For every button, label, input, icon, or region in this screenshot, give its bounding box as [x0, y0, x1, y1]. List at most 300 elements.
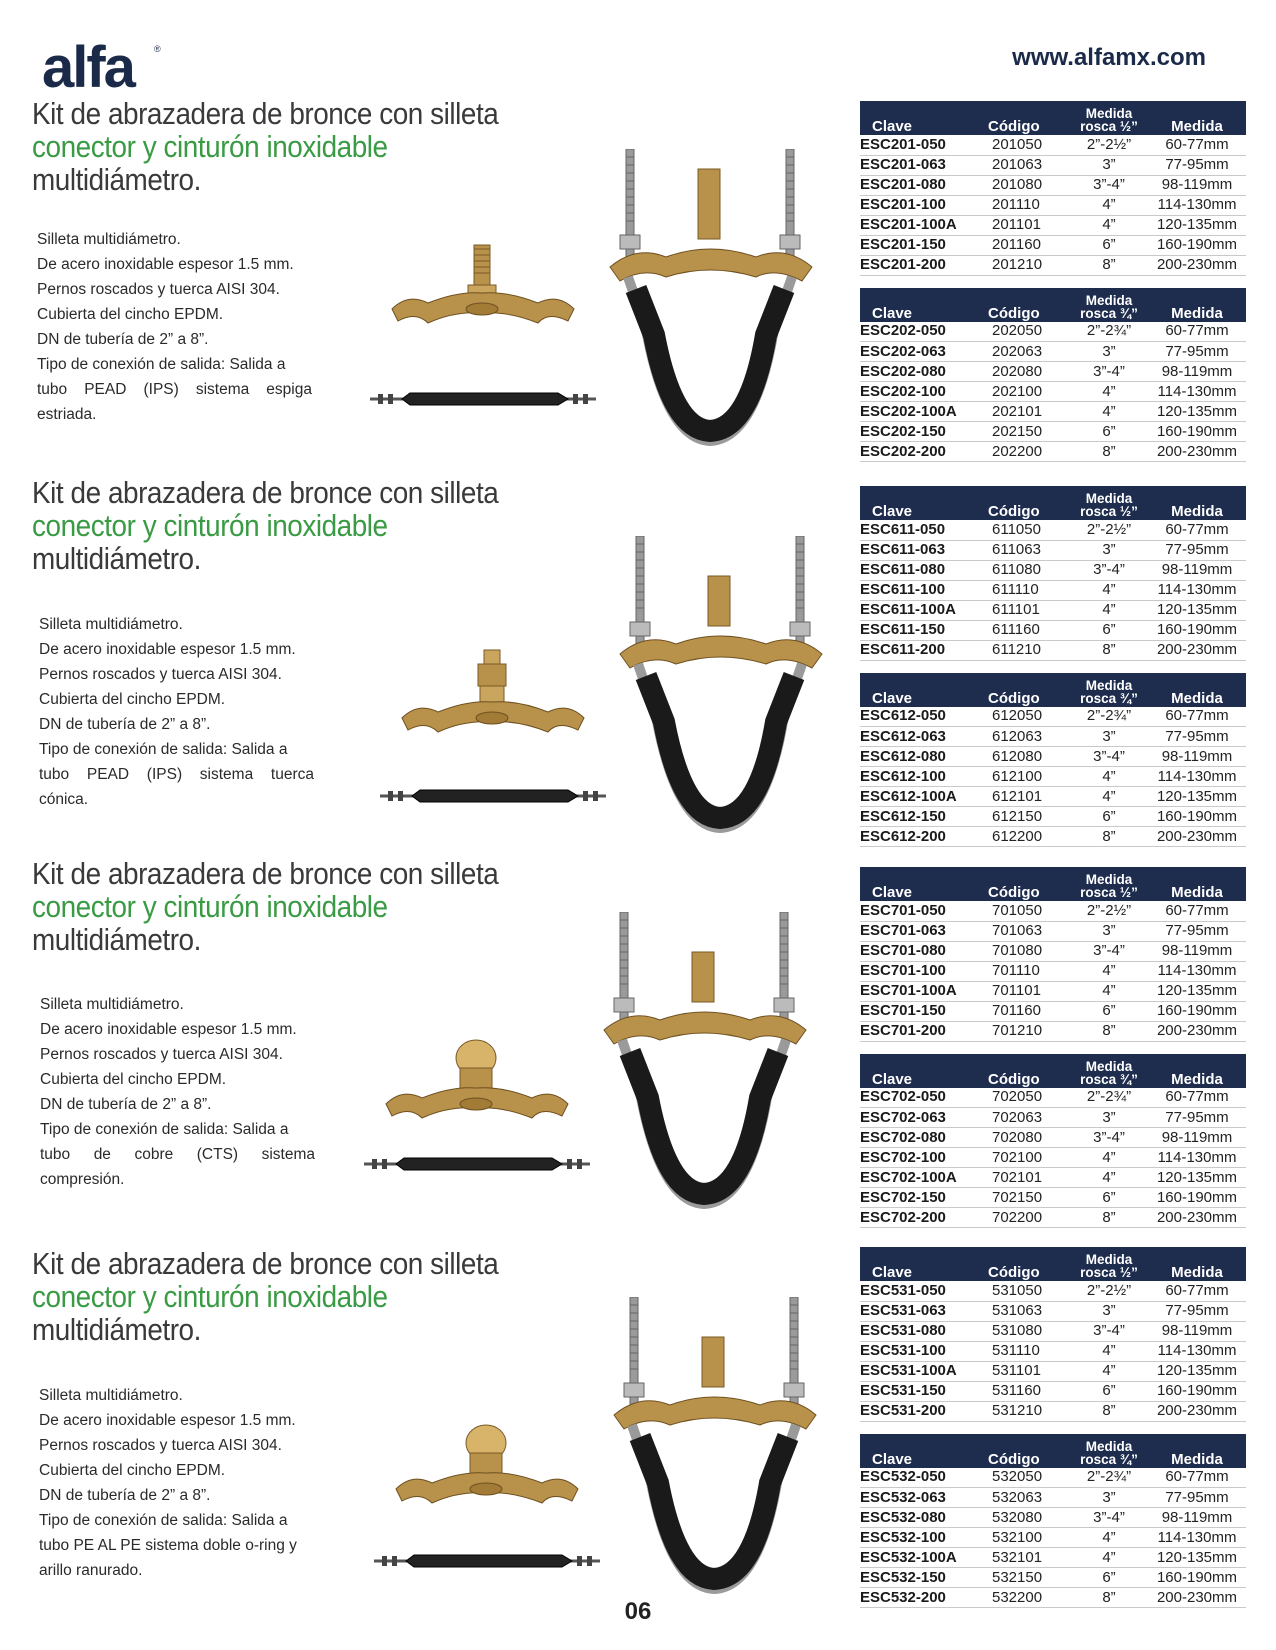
cell-clave: ESC201-150	[860, 235, 978, 255]
cell-codigo: 202100	[978, 382, 1070, 402]
header-line: Medida	[1085, 872, 1133, 887]
cell-clave: ESC611-063	[860, 540, 978, 560]
cell-clave: ESC612-050	[860, 707, 978, 727]
cell-codigo: 701110	[978, 961, 1070, 981]
table-row	[860, 382, 1246, 402]
cell-rosca: 4”	[1070, 1168, 1148, 1188]
cell-clave: ESC612-200	[860, 827, 978, 847]
cell-rosca: 4”	[1070, 195, 1148, 215]
cell-clave: ESC701-150	[860, 1001, 978, 1021]
cell-clave: ESC202-050	[860, 322, 978, 342]
cell-codigo: 202063	[978, 342, 1070, 362]
cell-codigo: 531050	[978, 1281, 1070, 1301]
cell-codigo: 702200	[978, 1208, 1070, 1228]
table-row	[860, 1168, 1246, 1188]
cell-medida: 77-95mm	[1148, 1301, 1246, 1321]
cell-clave: ESC201-063	[860, 155, 978, 175]
header-line: rosca ½”	[1080, 119, 1138, 134]
cell-codigo: 701160	[978, 1001, 1070, 1021]
column-header: Código	[978, 486, 1070, 520]
cell-medida: 77-95mm	[1148, 1488, 1246, 1508]
cell-clave: ESC612-100A	[860, 787, 978, 807]
product-images	[362, 912, 848, 1227]
header-line: Medida	[1085, 677, 1133, 693]
cell-clave: ESC701-200	[860, 1021, 978, 1041]
product-images	[378, 536, 848, 846]
spec-tables	[860, 486, 1246, 859]
cell-codigo: 612200	[978, 827, 1070, 847]
section-title: Kit de abrazadera de bronce con silleta conector y cinturón inoxidable multidiámetro.	[32, 1246, 499, 1347]
column-header: Medida	[1148, 1247, 1246, 1281]
cell-clave: ESC531-050	[860, 1281, 978, 1301]
section-title: Kit de abrazadera de bronce con silleta conector y cinturón inoxidable multidiámetro.	[32, 856, 499, 957]
cell-rosca: 2”-2½”	[1070, 901, 1148, 921]
cell-codigo: 611080	[978, 560, 1070, 580]
section-description: Silleta multidiámetro. De acero inoxidable espesor 1.5 mm. Pernos roscados y tuerca AISI 304. Cubierta del cincho EPDM. DN de tubería de 2” a 8”. Tipo de conexión de salida: Salida a tubo PEAD (IPS) sistema espiga estriada.	[37, 231, 312, 423]
column-header: Código	[978, 1434, 1070, 1468]
cell-medida: 160-190mm	[1148, 807, 1246, 827]
header-line: Medida	[1085, 292, 1133, 308]
cell-rosca: 4”	[1070, 1548, 1148, 1568]
cell-clave: ESC531-100A	[860, 1361, 978, 1381]
cell-medida: 114-130mm	[1148, 1528, 1246, 1548]
cell-clave: ESC201-100A	[860, 215, 978, 235]
cell-rosca: 4”	[1070, 1528, 1148, 1548]
spec-table	[860, 288, 1246, 463]
spec-table	[860, 486, 1246, 661]
cell-rosca: 8”	[1070, 1588, 1148, 1608]
cell-codigo: 531063	[978, 1301, 1070, 1321]
column-header	[1070, 1054, 1148, 1088]
product-section	[0, 856, 1276, 1226]
cell-rosca: 4”	[1070, 1341, 1148, 1361]
header-line: rosca ¾”	[1080, 1071, 1138, 1087]
cell-medida: 114-130mm	[1148, 580, 1246, 600]
cell-rosca: 3”-4”	[1070, 560, 1148, 580]
cell-medida: 114-130mm	[1148, 382, 1246, 402]
cell-codigo: 611110	[978, 580, 1070, 600]
cell-rosca: 8”	[1070, 640, 1148, 660]
cell-clave: ESC611-100	[860, 580, 978, 600]
cell-medida: 160-190mm	[1148, 1568, 1246, 1588]
column-header	[1070, 288, 1148, 322]
cell-codigo: 611210	[978, 640, 1070, 660]
cell-clave: ESC701-100	[860, 961, 978, 981]
cell-codigo: 702101	[978, 1168, 1070, 1188]
table-row	[860, 1548, 1246, 1568]
table-row	[860, 1508, 1246, 1528]
cell-rosca: 3”	[1070, 342, 1148, 362]
table-header-row	[860, 101, 1246, 135]
table-row	[860, 620, 1246, 640]
cell-medida: 200-230mm	[1148, 1208, 1246, 1228]
cell-rosca: 3”	[1070, 1301, 1148, 1321]
cell-clave: ESC202-080	[860, 362, 978, 382]
column-header: Medida	[1148, 673, 1246, 707]
column-header: Medida	[1148, 1434, 1246, 1468]
cell-clave: ESC612-080	[860, 747, 978, 767]
cell-codigo: 702050	[978, 1088, 1070, 1108]
table-row	[860, 195, 1246, 215]
cell-codigo: 611160	[978, 620, 1070, 640]
column-header: Clave	[860, 1434, 978, 1468]
cell-codigo: 701063	[978, 921, 1070, 941]
cell-codigo: 531160	[978, 1381, 1070, 1401]
cell-clave: ESC702-080	[860, 1128, 978, 1148]
cell-medida: 98-119mm	[1148, 560, 1246, 580]
table-row	[860, 215, 1246, 235]
table-row	[860, 1321, 1246, 1341]
cell-codigo: 701080	[978, 941, 1070, 961]
assembled-clamp-image	[610, 1297, 820, 1597]
cell-medida: 120-135mm	[1148, 215, 1246, 235]
cell-codigo: 611063	[978, 540, 1070, 560]
cell-codigo: 702100	[978, 1148, 1070, 1168]
cell-codigo: 201101	[978, 215, 1070, 235]
cell-clave: ESC702-100	[860, 1148, 978, 1168]
table-row	[860, 640, 1246, 660]
table-row	[860, 827, 1246, 847]
cell-clave: ESC531-150	[860, 1381, 978, 1401]
table-row	[860, 342, 1246, 362]
cell-codigo: 532101	[978, 1548, 1070, 1568]
cell-medida: 98-119mm	[1148, 175, 1246, 195]
cell-medida: 120-135mm	[1148, 981, 1246, 1001]
cell-codigo: 701210	[978, 1021, 1070, 1041]
cell-medida: 200-230mm	[1148, 640, 1246, 660]
table-row	[860, 747, 1246, 767]
cell-rosca: 6”	[1070, 422, 1148, 442]
column-header	[1070, 673, 1148, 707]
column-header: Medida	[1148, 288, 1246, 322]
cell-clave: ESC611-050	[860, 520, 978, 540]
cell-medida: 200-230mm	[1148, 1401, 1246, 1421]
header-line: rosca ½”	[1080, 1265, 1138, 1280]
cell-medida: 60-77mm	[1148, 1088, 1246, 1108]
header-line: Medida	[1085, 1252, 1133, 1267]
cell-medida: 98-119mm	[1148, 1508, 1246, 1528]
cell-clave: ESC201-050	[860, 135, 978, 155]
table-header-row	[860, 288, 1246, 322]
cell-rosca: 3”	[1070, 540, 1148, 560]
cell-codigo: 612050	[978, 707, 1070, 727]
product-images	[368, 137, 848, 467]
cell-codigo: 532080	[978, 1508, 1070, 1528]
cell-rosca: 3”	[1070, 727, 1148, 747]
table-row	[860, 1088, 1246, 1108]
cell-rosca: 8”	[1070, 1021, 1148, 1041]
cell-medida: 77-95mm	[1148, 1108, 1246, 1128]
cell-codigo: 201160	[978, 235, 1070, 255]
cell-rosca: 3”	[1070, 1488, 1148, 1508]
cell-codigo: 532200	[978, 1588, 1070, 1608]
belt-strap-image	[372, 1549, 602, 1573]
cell-medida: 114-130mm	[1148, 1148, 1246, 1168]
table-row	[860, 787, 1246, 807]
cell-codigo: 531101	[978, 1361, 1070, 1381]
table-row	[860, 135, 1246, 155]
cell-medida: 120-135mm	[1148, 787, 1246, 807]
cell-codigo: 201080	[978, 175, 1070, 195]
table-row	[860, 1361, 1246, 1381]
cell-clave: ESC531-100	[860, 1341, 978, 1361]
column-header: Medida	[1148, 1054, 1246, 1088]
alfa-logo: alfa ®	[42, 35, 161, 100]
cell-codigo: 531110	[978, 1341, 1070, 1361]
table-row	[860, 1281, 1246, 1301]
cell-rosca: 3”	[1070, 1108, 1148, 1128]
cell-clave: ESC701-080	[860, 941, 978, 961]
cell-medida: 200-230mm	[1148, 442, 1246, 462]
table-row	[860, 1001, 1246, 1021]
table-row	[860, 941, 1246, 961]
table-row	[860, 1208, 1246, 1228]
cell-medida: 98-119mm	[1148, 362, 1246, 382]
cell-clave: ESC201-200	[860, 255, 978, 275]
cell-rosca: 4”	[1070, 215, 1148, 235]
cell-medida: 160-190mm	[1148, 620, 1246, 640]
cell-medida: 120-135mm	[1148, 1548, 1246, 1568]
cell-medida: 114-130mm	[1148, 1341, 1246, 1361]
cell-codigo: 531080	[978, 1321, 1070, 1341]
cell-clave: ESC611-200	[860, 640, 978, 660]
cell-rosca: 6”	[1070, 1001, 1148, 1021]
table-header-row	[860, 867, 1246, 901]
cell-codigo: 702080	[978, 1128, 1070, 1148]
cell-rosca: 8”	[1070, 442, 1148, 462]
cell-medida: 200-230mm	[1148, 255, 1246, 275]
cell-clave: ESC201-100	[860, 195, 978, 215]
cell-rosca: 3”	[1070, 155, 1148, 175]
column-header: Código	[978, 1054, 1070, 1088]
spec-tables	[860, 867, 1246, 1240]
table-row	[860, 1568, 1246, 1588]
cell-rosca: 4”	[1070, 580, 1148, 600]
cell-rosca: 4”	[1070, 382, 1148, 402]
cell-codigo: 611101	[978, 600, 1070, 620]
cell-clave: ESC532-200	[860, 1588, 978, 1608]
table-header-row	[860, 486, 1246, 520]
cell-rosca: 8”	[1070, 1208, 1148, 1228]
table-row	[860, 1588, 1246, 1608]
cell-rosca: 2”-2¾”	[1070, 707, 1148, 727]
cell-rosca: 6”	[1070, 620, 1148, 640]
cell-rosca: 3”	[1070, 921, 1148, 941]
cell-medida: 60-77mm	[1148, 1281, 1246, 1301]
table-row	[860, 961, 1246, 981]
cell-medida: 114-130mm	[1148, 961, 1246, 981]
cell-rosca: 4”	[1070, 1361, 1148, 1381]
column-header: Código	[978, 673, 1070, 707]
cell-rosca: 3”-4”	[1070, 1128, 1148, 1148]
cell-medida: 77-95mm	[1148, 155, 1246, 175]
spec-tables	[860, 1247, 1246, 1620]
cell-codigo: 612063	[978, 727, 1070, 747]
cell-clave: ESC531-200	[860, 1401, 978, 1421]
cell-codigo: 612100	[978, 767, 1070, 787]
cell-codigo: 202080	[978, 362, 1070, 382]
cell-clave: ESC532-080	[860, 1508, 978, 1528]
table-row	[860, 235, 1246, 255]
cell-codigo: 202101	[978, 402, 1070, 422]
product-section	[0, 1247, 1276, 1607]
cell-medida: 98-119mm	[1148, 747, 1246, 767]
spec-table	[860, 1434, 1246, 1609]
cell-medida: 114-130mm	[1148, 195, 1246, 215]
cell-clave: ESC611-150	[860, 620, 978, 640]
cell-rosca: 4”	[1070, 961, 1148, 981]
table-row	[860, 422, 1246, 442]
belt-strap-image	[362, 1152, 592, 1176]
column-header	[1070, 867, 1148, 901]
page-number: 06	[624, 1598, 652, 1625]
cell-codigo: 611050	[978, 520, 1070, 540]
column-header: Clave	[860, 673, 978, 707]
cell-clave: ESC532-063	[860, 1488, 978, 1508]
cell-clave: ESC702-100A	[860, 1168, 978, 1188]
header-line: rosca ¾”	[1080, 305, 1138, 321]
header-line: rosca ¾”	[1080, 1451, 1138, 1467]
cell-rosca: 6”	[1070, 1568, 1148, 1588]
cell-clave: ESC701-100A	[860, 981, 978, 1001]
cell-medida: 77-95mm	[1148, 921, 1246, 941]
table-row	[860, 1108, 1246, 1128]
table-row	[860, 807, 1246, 827]
cell-rosca: 4”	[1070, 600, 1148, 620]
cell-rosca: 3”-4”	[1070, 362, 1148, 382]
cell-medida: 60-77mm	[1148, 135, 1246, 155]
cell-medida: 98-119mm	[1148, 1321, 1246, 1341]
cell-rosca: 3”-4”	[1070, 1508, 1148, 1528]
column-header: Código	[978, 288, 1070, 322]
saddle-clamp-image	[398, 646, 588, 756]
cell-rosca: 2”-2½”	[1070, 135, 1148, 155]
cell-clave: ESC611-080	[860, 560, 978, 580]
column-header: Medida	[1148, 486, 1246, 520]
table-row	[860, 255, 1246, 275]
cell-codigo: 612080	[978, 747, 1070, 767]
cell-codigo: 202050	[978, 322, 1070, 342]
table-row	[860, 1468, 1246, 1488]
cell-rosca: 2”-2¾”	[1070, 322, 1148, 342]
column-header	[1070, 486, 1148, 520]
saddle-clamp-image	[388, 237, 578, 347]
table-header-row	[860, 1247, 1246, 1281]
cell-medida: 60-77mm	[1148, 520, 1246, 540]
cell-medida: 160-190mm	[1148, 422, 1246, 442]
cell-medida: 160-190mm	[1148, 235, 1246, 255]
table-row	[860, 1128, 1246, 1148]
cell-medida: 120-135mm	[1148, 600, 1246, 620]
assembled-clamp-image	[606, 149, 816, 449]
table-row	[860, 1148, 1246, 1168]
cell-medida: 114-130mm	[1148, 767, 1246, 787]
table-header-row	[860, 673, 1246, 707]
table-row	[860, 1401, 1246, 1421]
cell-rosca: 6”	[1070, 1188, 1148, 1208]
spec-table	[860, 1054, 1246, 1229]
cell-clave: ESC701-050	[860, 901, 978, 921]
cell-codigo: 532050	[978, 1468, 1070, 1488]
cell-codigo: 202200	[978, 442, 1070, 462]
cell-clave: ESC532-100A	[860, 1548, 978, 1568]
section-description: Silleta multidiámetro. De acero inoxidable espesor 1.5 mm. Pernos roscados y tuerca AISI 304. Cubierta del cincho EPDM. DN de tubería de 2” a 8”. Tipo de conexión de salida: Salida a tubo PE AL PE sistema doble o-ring y arillo ranurado.	[39, 1387, 297, 1579]
section-description: Silleta multidiámetro. De acero inoxidable espesor 1.5 mm. Pernos roscados y tuerca AISI 304. Cubierta del cincho EPDM. DN de tubería de 2” a 8”. Tipo de conexión de salida: Salida a tubo PEAD (IPS) sistema tuerca cónica.	[39, 616, 314, 808]
cell-clave: ESC702-063	[860, 1108, 978, 1128]
table-row	[860, 175, 1246, 195]
table-row	[860, 901, 1246, 921]
cell-medida: 160-190mm	[1148, 1381, 1246, 1401]
cell-rosca: 2”-2½”	[1070, 520, 1148, 540]
section-title: Kit de abrazadera de bronce con silleta conector y cinturón inoxidable multidiámetro.	[32, 475, 499, 576]
cell-clave: ESC531-080	[860, 1321, 978, 1341]
cell-clave: ESC702-050	[860, 1088, 978, 1108]
cell-codigo: 701101	[978, 981, 1070, 1001]
table-row	[860, 767, 1246, 787]
assembled-clamp-image	[616, 536, 826, 836]
cell-clave: ESC702-150	[860, 1188, 978, 1208]
cell-medida: 160-190mm	[1148, 1188, 1246, 1208]
assembled-clamp-image	[600, 912, 810, 1212]
cell-clave: ESC202-150	[860, 422, 978, 442]
belt-strap-image	[368, 387, 598, 411]
table-header-row	[860, 1054, 1246, 1088]
cell-codigo: 531210	[978, 1401, 1070, 1421]
spec-tables	[860, 101, 1246, 474]
cell-clave: ESC532-150	[860, 1568, 978, 1588]
cell-codigo: 202150	[978, 422, 1070, 442]
cell-rosca: 4”	[1070, 787, 1148, 807]
cell-codigo: 702150	[978, 1188, 1070, 1208]
table-row	[860, 1528, 1246, 1548]
spec-table	[860, 673, 1246, 848]
cell-medida: 98-119mm	[1148, 941, 1246, 961]
cell-rosca: 6”	[1070, 1381, 1148, 1401]
cell-medida: 60-77mm	[1148, 901, 1246, 921]
spec-table	[860, 101, 1246, 276]
table-row	[860, 155, 1246, 175]
cell-medida: 60-77mm	[1148, 707, 1246, 727]
cell-codigo: 701050	[978, 901, 1070, 921]
cell-codigo: 532063	[978, 1488, 1070, 1508]
column-header: Código	[978, 867, 1070, 901]
cell-rosca: 8”	[1070, 255, 1148, 275]
cell-clave: ESC532-100	[860, 1528, 978, 1548]
table-row	[860, 520, 1246, 540]
cell-codigo: 201063	[978, 155, 1070, 175]
cell-rosca: 4”	[1070, 767, 1148, 787]
table-row	[860, 442, 1246, 462]
cell-clave: ESC612-100	[860, 767, 978, 787]
cell-clave: ESC202-063	[860, 342, 978, 362]
spec-table	[860, 1247, 1246, 1422]
cell-rosca: 3”-4”	[1070, 941, 1148, 961]
table-row	[860, 727, 1246, 747]
column-header: Clave	[860, 288, 978, 322]
table-row	[860, 580, 1246, 600]
cell-rosca: 2”-2½”	[1070, 1281, 1148, 1301]
cell-rosca: 3”-4”	[1070, 1321, 1148, 1341]
header-line: Medida	[1085, 1058, 1133, 1074]
column-header	[1070, 1247, 1148, 1281]
table-row	[860, 1188, 1246, 1208]
table-header-row	[860, 1434, 1246, 1468]
cell-codigo: 612101	[978, 787, 1070, 807]
website-link[interactable]: www.alfamx.com	[1012, 44, 1206, 71]
cell-codigo: 201050	[978, 135, 1070, 155]
header-line: rosca ½”	[1080, 885, 1138, 900]
cell-clave: ESC612-063	[860, 727, 978, 747]
